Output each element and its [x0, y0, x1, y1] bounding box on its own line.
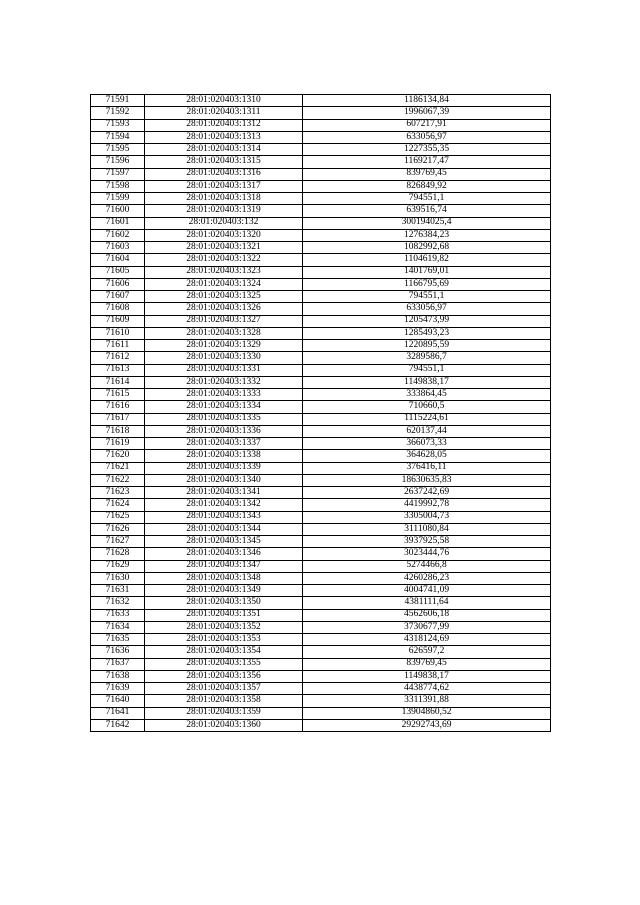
cadastral-value-cell: 1149838,17	[303, 376, 551, 388]
table-row	[91, 180, 551, 192]
table-row	[91, 719, 551, 731]
cadastral-value-cell: 794551,1	[303, 193, 551, 205]
row-number-cell: 71630	[91, 572, 145, 584]
cadastral-number-cell: 28:01:020403:1349	[145, 585, 303, 597]
cadastral-number-cell: 28:01:020403:1350	[145, 597, 303, 609]
row-number-cell: 71611	[91, 340, 145, 352]
row-number-cell: 71603	[91, 242, 145, 254]
row-number-cell: 71625	[91, 511, 145, 523]
row-number-cell: 71624	[91, 499, 145, 511]
row-number-cell: 71617	[91, 413, 145, 425]
cadastral-number-cell: 28:01:020403:1339	[145, 462, 303, 474]
table-row	[91, 707, 551, 719]
row-number-cell: 71610	[91, 327, 145, 339]
cadastral-number-cell: 28:01:020403:1311	[145, 107, 303, 119]
cadastral-value-cell: 1996067,39	[303, 107, 551, 119]
cadastral-value-cell: 4562606,18	[303, 609, 551, 621]
row-number-cell: 71591	[91, 95, 145, 107]
cadastral-value-cell: 18630635,83	[303, 474, 551, 486]
cadastral-value-cell: 1220895,59	[303, 340, 551, 352]
cadastral-value-cell: 839769,45	[303, 658, 551, 670]
row-number-cell: 71599	[91, 193, 145, 205]
cadastral-value-cell: 3730677,99	[303, 621, 551, 633]
cadastral-value-cell: 794551,1	[303, 364, 551, 376]
row-number-cell: 71626	[91, 523, 145, 535]
row-number-cell: 71635	[91, 634, 145, 646]
cadastral-number-cell: 28:01:020403:1353	[145, 634, 303, 646]
cadastral-number-cell: 28:01:020403:1342	[145, 499, 303, 511]
cadastral-number-cell: 28:01:020403:1359	[145, 707, 303, 719]
cadastral-value-cell: 4438774,62	[303, 683, 551, 695]
cadastral-value-cell: 5274466,8	[303, 560, 551, 572]
cadastral-number-cell: 28:01:020403:1332	[145, 376, 303, 388]
row-number-cell: 71597	[91, 168, 145, 180]
cadastral-value-cell: 1276384,23	[303, 229, 551, 241]
row-number-cell: 71628	[91, 548, 145, 560]
cadastral-number-cell: 28:01:020403:1338	[145, 450, 303, 462]
cadastral-value-cell: 3305004,73	[303, 511, 551, 523]
cadastral-number-cell: 28:01:020403:132	[145, 217, 303, 229]
table-row	[91, 658, 551, 670]
row-number-cell: 71605	[91, 266, 145, 278]
cadastral-number-cell: 28:01:020403:1341	[145, 487, 303, 499]
table-row	[91, 107, 551, 119]
cadastral-number-cell: 28:01:020403:1333	[145, 389, 303, 401]
cadastral-value-table	[90, 94, 551, 732]
table-row	[91, 462, 551, 474]
cadastral-number-cell: 28:01:020403:1355	[145, 658, 303, 670]
row-number-cell: 71598	[91, 180, 145, 192]
cadastral-value-cell: 13904860,52	[303, 707, 551, 719]
row-number-cell: 71639	[91, 683, 145, 695]
table-row	[91, 131, 551, 143]
row-number-cell: 71601	[91, 217, 145, 229]
table-row	[91, 683, 551, 695]
cadastral-value-cell: 710660,5	[303, 401, 551, 413]
cadastral-value-cell: 1166795,69	[303, 278, 551, 290]
cadastral-value-cell: 4260286,23	[303, 572, 551, 584]
row-number-cell: 71592	[91, 107, 145, 119]
cadastral-value-cell: 4318124,69	[303, 634, 551, 646]
cadastral-number-cell: 28:01:020403:1327	[145, 315, 303, 327]
row-number-cell: 71631	[91, 585, 145, 597]
table-row	[91, 413, 551, 425]
cadastral-number-cell: 28:01:020403:1328	[145, 327, 303, 339]
cadastral-number-cell: 28:01:020403:1360	[145, 719, 303, 731]
row-number-cell: 71629	[91, 560, 145, 572]
cadastral-number-cell: 28:01:020403:1322	[145, 254, 303, 266]
row-number-cell: 71638	[91, 670, 145, 682]
row-number-cell: 71614	[91, 376, 145, 388]
cadastral-value-cell: 2637242,69	[303, 487, 551, 499]
row-number-cell: 71627	[91, 536, 145, 548]
table-row	[91, 389, 551, 401]
row-number-cell: 71608	[91, 303, 145, 315]
table-row	[91, 572, 551, 584]
table-row	[91, 315, 551, 327]
cadastral-number-cell: 28:01:020403:1336	[145, 425, 303, 437]
cadastral-value-cell: 3111080,84	[303, 523, 551, 535]
cadastral-number-cell: 28:01:020403:1344	[145, 523, 303, 535]
cadastral-number-cell: 28:01:020403:1324	[145, 278, 303, 290]
cadastral-value-cell: 839769,45	[303, 168, 551, 180]
cadastral-number-cell: 28:01:020403:1319	[145, 205, 303, 217]
cadastral-number-cell: 28:01:020403:1351	[145, 609, 303, 621]
table-row	[91, 327, 551, 339]
table-row	[91, 536, 551, 548]
cadastral-number-cell: 28:01:020403:1347	[145, 560, 303, 572]
cadastral-value-cell: 1186134,84	[303, 95, 551, 107]
table-row	[91, 156, 551, 168]
cadastral-value-cell: 3311391,88	[303, 695, 551, 707]
table-row	[91, 425, 551, 437]
table-row	[91, 438, 551, 450]
table-row	[91, 229, 551, 241]
cadastral-number-cell: 28:01:020403:1340	[145, 474, 303, 486]
table-row	[91, 266, 551, 278]
table-body	[91, 95, 551, 732]
table-row	[91, 548, 551, 560]
cadastral-number-cell: 28:01:020403:1343	[145, 511, 303, 523]
row-number-cell: 71609	[91, 315, 145, 327]
cadastral-value-cell: 300194025,4	[303, 217, 551, 229]
table-row	[91, 376, 551, 388]
table-row	[91, 364, 551, 376]
cadastral-value-cell: 633056,97	[303, 131, 551, 143]
table-row	[91, 291, 551, 303]
cadastral-value-cell: 1227355,35	[303, 144, 551, 156]
table-row	[91, 523, 551, 535]
row-number-cell: 71640	[91, 695, 145, 707]
row-number-cell: 71600	[91, 205, 145, 217]
cadastral-value-cell: 1104619,82	[303, 254, 551, 266]
table-row	[91, 278, 551, 290]
cadastral-value-cell: 1205473,99	[303, 315, 551, 327]
cadastral-value-cell: 376416,11	[303, 462, 551, 474]
table-row	[91, 634, 551, 646]
row-number-cell: 71612	[91, 352, 145, 364]
table-row	[91, 597, 551, 609]
table-row	[91, 585, 551, 597]
cadastral-value-cell: 29292743,69	[303, 719, 551, 731]
cadastral-value-cell: 1401769,01	[303, 266, 551, 278]
cadastral-value-cell: 1115224,61	[303, 413, 551, 425]
row-number-cell: 71593	[91, 119, 145, 131]
cadastral-number-cell: 28:01:020403:1318	[145, 193, 303, 205]
cadastral-value-cell: 620137,44	[303, 425, 551, 437]
cadastral-number-cell: 28:01:020403:1317	[145, 180, 303, 192]
table-row	[91, 401, 551, 413]
row-number-cell: 71613	[91, 364, 145, 376]
cadastral-number-cell: 28:01:020403:1323	[145, 266, 303, 278]
cadastral-number-cell: 28:01:020403:1352	[145, 621, 303, 633]
cadastral-value-cell: 4419992,78	[303, 499, 551, 511]
table-row	[91, 670, 551, 682]
table-row	[91, 621, 551, 633]
row-number-cell: 71594	[91, 131, 145, 143]
cadastral-number-cell: 28:01:020403:1320	[145, 229, 303, 241]
cadastral-number-cell: 28:01:020403:1337	[145, 438, 303, 450]
cadastral-value-cell: 794551,1	[303, 291, 551, 303]
table-row	[91, 560, 551, 572]
table-row	[91, 119, 551, 131]
table-row	[91, 254, 551, 266]
cadastral-value-cell: 3023444,76	[303, 548, 551, 560]
cadastral-number-cell: 28:01:020403:1312	[145, 119, 303, 131]
table-row	[91, 205, 551, 217]
cadastral-value-cell: 1169217,47	[303, 156, 551, 168]
cadastral-number-cell: 28:01:020403:1346	[145, 548, 303, 560]
cadastral-number-cell: 28:01:020403:1348	[145, 572, 303, 584]
cadastral-number-cell: 28:01:020403:1357	[145, 683, 303, 695]
cadastral-number-cell: 28:01:020403:1329	[145, 340, 303, 352]
cadastral-value-cell: 366073,33	[303, 438, 551, 450]
row-number-cell: 71642	[91, 719, 145, 731]
table-row	[91, 168, 551, 180]
cadastral-number-cell: 28:01:020403:1313	[145, 131, 303, 143]
table-row	[91, 352, 551, 364]
cadastral-number-cell: 28:01:020403:1358	[145, 695, 303, 707]
row-number-cell: 71607	[91, 291, 145, 303]
cadastral-value-cell: 633056,97	[303, 303, 551, 315]
row-number-cell: 71641	[91, 707, 145, 719]
row-number-cell: 71636	[91, 646, 145, 658]
cadastral-value-cell: 4381111,64	[303, 597, 551, 609]
cadastral-number-cell: 28:01:020403:1335	[145, 413, 303, 425]
row-number-cell: 71619	[91, 438, 145, 450]
table-row	[91, 95, 551, 107]
cadastral-number-cell: 28:01:020403:1321	[145, 242, 303, 254]
table-row	[91, 695, 551, 707]
cadastral-number-cell: 28:01:020403:1310	[145, 95, 303, 107]
row-number-cell: 71616	[91, 401, 145, 413]
cadastral-value-cell: 333864,45	[303, 389, 551, 401]
row-number-cell: 71620	[91, 450, 145, 462]
row-number-cell: 71632	[91, 597, 145, 609]
cadastral-number-cell: 28:01:020403:1330	[145, 352, 303, 364]
cadastral-value-cell: 607217,91	[303, 119, 551, 131]
cadastral-value-cell: 4004741,09	[303, 585, 551, 597]
row-number-cell: 71604	[91, 254, 145, 266]
row-number-cell: 71606	[91, 278, 145, 290]
row-number-cell: 71596	[91, 156, 145, 168]
table-row	[91, 340, 551, 352]
cadastral-number-cell: 28:01:020403:1325	[145, 291, 303, 303]
cadastral-number-cell: 28:01:020403:1315	[145, 156, 303, 168]
table-row	[91, 450, 551, 462]
table-row	[91, 646, 551, 658]
table-row	[91, 193, 551, 205]
cadastral-value-cell: 3289586,7	[303, 352, 551, 364]
cadastral-value-cell: 1285493,23	[303, 327, 551, 339]
cadastral-number-cell: 28:01:020403:1314	[145, 144, 303, 156]
cadastral-value-cell: 3937925,58	[303, 536, 551, 548]
cadastral-value-cell: 364628,05	[303, 450, 551, 462]
row-number-cell: 71618	[91, 425, 145, 437]
row-number-cell: 71621	[91, 462, 145, 474]
table-row	[91, 242, 551, 254]
cadastral-number-cell: 28:01:020403:1345	[145, 536, 303, 548]
table-row	[91, 609, 551, 621]
cadastral-value-cell: 1082992,68	[303, 242, 551, 254]
table-row	[91, 499, 551, 511]
cadastral-number-cell: 28:01:020403:1331	[145, 364, 303, 376]
row-number-cell: 71602	[91, 229, 145, 241]
cadastral-number-cell: 28:01:020403:1334	[145, 401, 303, 413]
row-number-cell: 71633	[91, 609, 145, 621]
cadastral-number-cell: 28:01:020403:1354	[145, 646, 303, 658]
table-row	[91, 474, 551, 486]
cadastral-number-cell: 28:01:020403:1326	[145, 303, 303, 315]
row-number-cell: 71637	[91, 658, 145, 670]
cadastral-number-cell: 28:01:020403:1356	[145, 670, 303, 682]
row-number-cell: 71622	[91, 474, 145, 486]
cadastral-value-cell: 626597,2	[303, 646, 551, 658]
table-row	[91, 217, 551, 229]
cadastral-number-cell: 28:01:020403:1316	[145, 168, 303, 180]
row-number-cell: 71634	[91, 621, 145, 633]
cadastral-value-cell: 639516,74	[303, 205, 551, 217]
row-number-cell: 71615	[91, 389, 145, 401]
table-row	[91, 511, 551, 523]
cadastral-value-cell: 826849,92	[303, 180, 551, 192]
cadastral-value-cell: 1149838,17	[303, 670, 551, 682]
table-row	[91, 487, 551, 499]
table-row	[91, 303, 551, 315]
row-number-cell: 71595	[91, 144, 145, 156]
table-row	[91, 144, 551, 156]
row-number-cell: 71623	[91, 487, 145, 499]
